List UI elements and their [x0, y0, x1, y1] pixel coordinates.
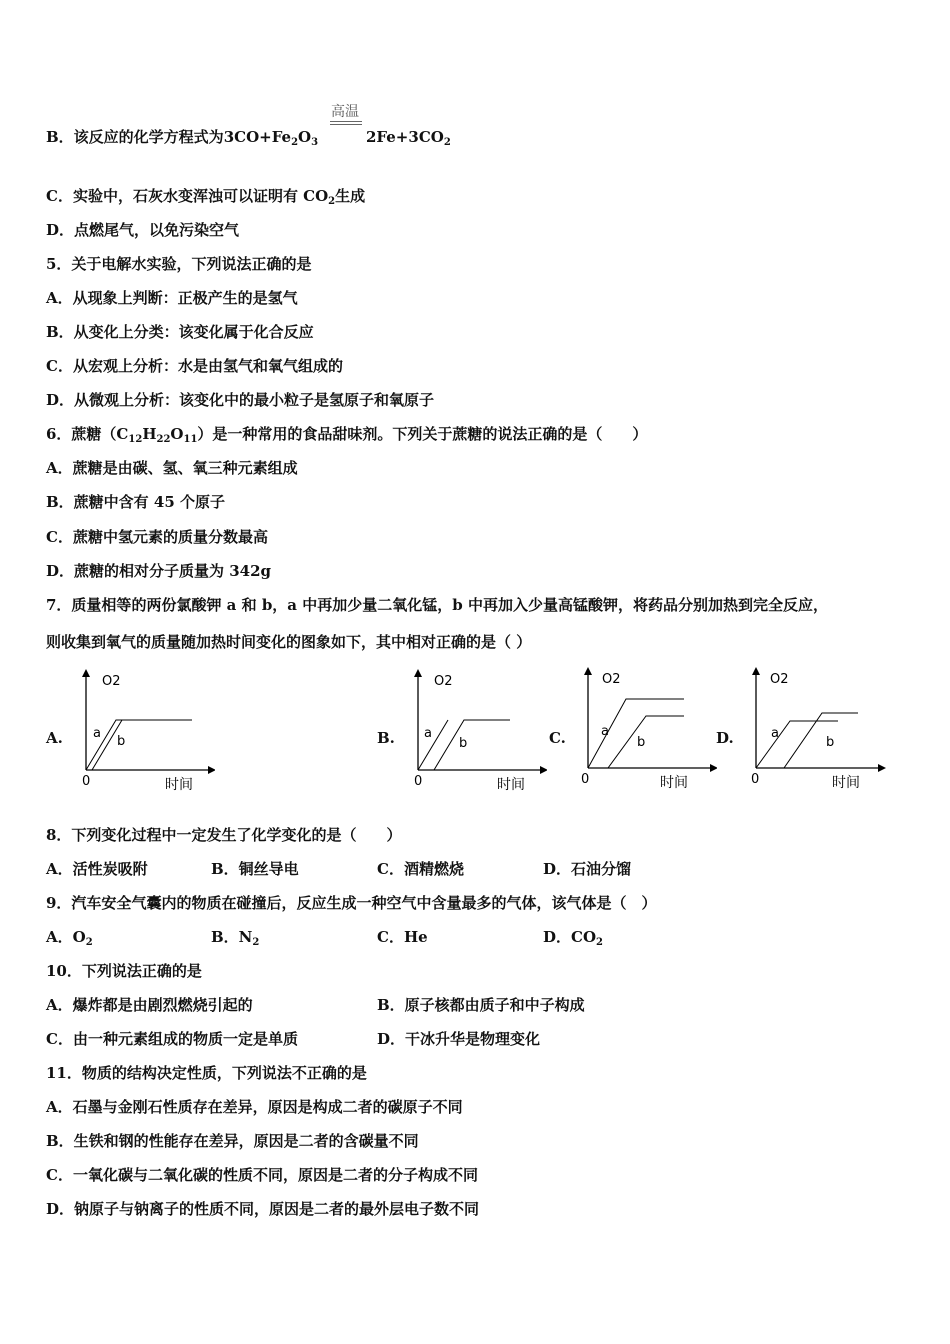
q8-option-c: C．酒精燃烧 [377, 860, 464, 878]
series-a-line [86, 720, 192, 770]
x-axis-arrow [540, 766, 547, 774]
q10-stem: 10．下列说法正确的是 [46, 962, 202, 980]
series-b-label: b [637, 735, 646, 750]
y-axis-arrow [82, 669, 90, 677]
q10-option-d: D．干冰升华是物理变化 [377, 1030, 541, 1048]
y-axis-arrow [752, 667, 760, 675]
q4-option-b: B．该反应的化学方程式为$3CO+Fe_2O_3$ [46, 128, 319, 148]
q9-option-c: C．He [377, 928, 428, 946]
q6-option-c: C．蔗糖中氢元素的质量分数最高 [46, 528, 268, 546]
q7-chart-b-label: B. [377, 729, 395, 747]
q7-chart-c [572, 665, 717, 795]
q11-option-d: D．钠原子与钠离子的性质不同，原因是二者的最外层电子数不同 [46, 1200, 480, 1218]
origin-label: 0 [751, 772, 760, 787]
y-axis-label: O2 [602, 672, 621, 687]
q9-option-d: D．$CO_2$ [543, 928, 603, 948]
series-b-line [608, 716, 684, 768]
series-a-label: a [771, 726, 779, 741]
equation-equal-sign [330, 121, 362, 125]
x-axis-arrow [710, 764, 717, 772]
q7-stem-line1: 7．质量相等的两份氯酸钾 a 和 b，a 中再加少量二氧化锰，b 中再加入少量高锰酸钾，将药品分别加热到完全反应， [46, 596, 828, 614]
q7-chart-a-label: A. [46, 729, 63, 747]
origin-label: 0 [414, 774, 423, 789]
q11-stem: 11．物质的结构决定性质，下列说法不正确的是 [46, 1064, 367, 1082]
q6-option-b: B．蔗糖中含有 45 个原子 [46, 493, 225, 511]
origin-label: 0 [82, 774, 91, 789]
q4-option-d: D．点燃尾气，以免污染空气 [46, 221, 240, 239]
q5-option-d: D．从微观上分析：该变化中的最小粒子是氢原子和氧原子 [46, 391, 435, 409]
q7-chart-c-label: C. [549, 729, 566, 747]
q10-option-c: C．由一种元素组成的物质一定是单质 [46, 1030, 298, 1048]
y-axis-arrow [414, 669, 422, 677]
q8-stem: 8．下列变化过程中一定发生了化学变化的是（ ） [46, 826, 402, 844]
q4-option-c: C．实验中，石灰水变浑浊可以证明有 $CO_2$生成 [46, 187, 366, 207]
reaction-condition: 高温 [331, 104, 359, 120]
q10-option-b: B．原子核都由质子和中子构成 [377, 996, 585, 1014]
y-axis-label: O2 [102, 674, 121, 689]
q11-option-b: B．生铁和钢的性能存在差异，原因是二者的含碳量不同 [46, 1132, 419, 1150]
x-axis-arrow [208, 766, 215, 774]
q6-option-a: A．蔗糖是由碳、氢、氧三种元素组成 [46, 459, 298, 477]
x-axis-label: 时间 [832, 775, 860, 791]
series-a-label: a [93, 726, 101, 741]
q7-chart-d [740, 665, 890, 795]
x-axis-arrow [878, 764, 886, 772]
x-axis-label: 时间 [497, 777, 525, 793]
x-axis-label: 时间 [660, 775, 688, 791]
series-a-label: a [601, 724, 609, 739]
q9-option-a: A．$O_2$ [46, 928, 93, 948]
series-b-label: b [826, 735, 835, 750]
q8-option-d: D．石油分馏 [543, 860, 632, 878]
y-axis-label: O2 [434, 674, 453, 689]
series-a-line [418, 720, 448, 770]
q5-option-b: B．从变化上分类：该变化属于化合反应 [46, 323, 314, 341]
q9-option-b: B．$N_2$ [211, 928, 260, 948]
series-b-label: b [459, 736, 468, 751]
q9-stem: 9．汽车安全气囊内的物质在碰撞后，反应生成一种空气中含量最多的气体，该气体是（ ） [46, 894, 657, 912]
q10-option-a: A．爆炸都是由剧烈燃烧引起的 [46, 996, 253, 1014]
q5-option-c: C．从宏观上分析：水是由氢气和氧气组成的 [46, 357, 343, 375]
q8-option-b: B．铜丝导电 [211, 860, 299, 878]
y-axis-label: O2 [770, 672, 789, 687]
q7-chart-b [402, 665, 547, 795]
q4-equation-product: $2Fe+3CO_2$ [366, 128, 451, 148]
origin-label: 0 [581, 772, 590, 787]
q5-stem: 5．关于电解水实验，下列说法正确的是 [46, 255, 312, 273]
q7-chart-d-label: D. [716, 729, 734, 747]
q7-chart-a [70, 665, 215, 795]
q11-option-c: C．一氧化碳与二氧化碳的性质不同，原因是二者的分子构成不同 [46, 1166, 478, 1184]
y-axis-arrow [584, 667, 592, 675]
q11-option-a: A．石墨与金刚石性质存在差异，原因是构成二者的碳原子不同 [46, 1098, 463, 1116]
q6-stem: 6．蔗糖$(C_{12}H_{22}O_{11})$是一种常用的食品甜味剂。下列关于蔗糖的说法正确的是（ ） [46, 425, 648, 445]
series-b-label: b [117, 734, 126, 749]
series-a-label: a [424, 726, 432, 741]
x-axis-label: 时间 [165, 777, 193, 793]
q6-option-d: D．蔗糖的相对分子质量为 342g [46, 562, 272, 580]
q5-option-a: A．从现象上判断：正极产生的是氢气 [46, 289, 298, 307]
q7-stem-line2: 则收集到氧气的质量随加热时间变化的图象如下，其中相对正确的是（ ） [46, 633, 532, 651]
series-b-line [434, 720, 510, 770]
q8-option-a: A．活性炭吸附 [46, 860, 148, 878]
